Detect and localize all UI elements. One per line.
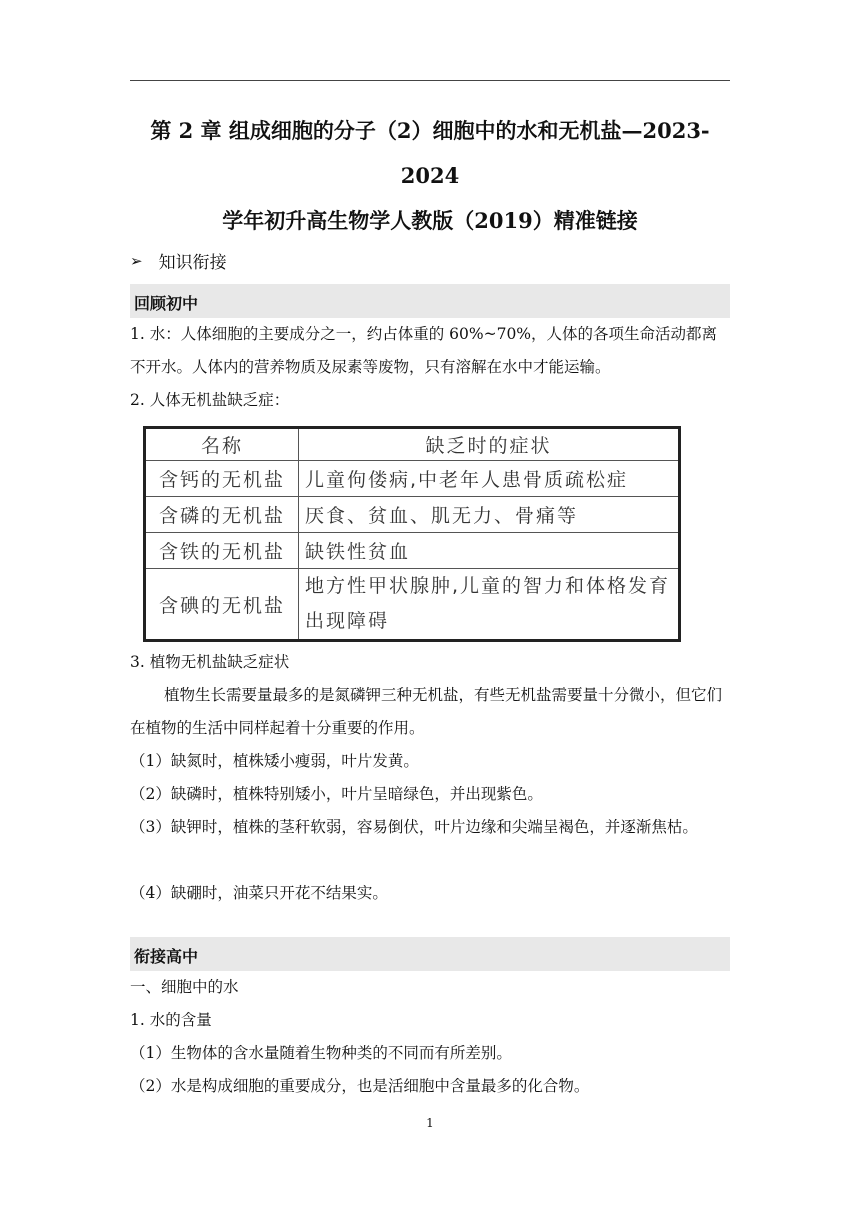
plant-item-4: （4）缺硼时，油菜只开花不结果实。 bbox=[130, 884, 388, 902]
table-cell: 厌食、贫血、肌无力、骨痛等 bbox=[299, 497, 680, 533]
title-line-1: 第 2 章 组成细胞的分子（2）细胞中的水和无机盐—2023-2024 bbox=[150, 118, 710, 188]
high-sub-2: 1. 水的含量 bbox=[130, 1011, 212, 1029]
title-line-2: 学年初升高生物学人教版（2019）精准链接 bbox=[222, 208, 638, 233]
review-heading-band bbox=[130, 284, 730, 318]
table-cell: 儿童佝偻病,中老年人患骨质疏松症 bbox=[299, 461, 680, 497]
section-knowledge-label: 知识衔接 bbox=[158, 253, 227, 273]
review-paragraph-1: 1. 水：人体细胞的主要成分之一，约占体重的 60%~70%，人体的各项生命活动都离不开水。人体内的营养物质及尿素等废物，只有溶解在水中才能运输。 bbox=[130, 325, 718, 376]
page-title bbox=[130, 108, 730, 243]
high-item-1: （1）生物体的含水量随着生物种类的不同而有所差别。 bbox=[130, 1044, 512, 1062]
table-row bbox=[145, 461, 680, 497]
high-heading-band bbox=[130, 937, 730, 971]
high-item-2: （2）水是构成细胞的重要成分，也是活细胞中含量最多的化合物。 bbox=[130, 1077, 590, 1095]
table-header-name: 名称 bbox=[145, 428, 299, 461]
table-row bbox=[145, 533, 680, 569]
plant-heading: 3. 植物无机盐缺乏症状 bbox=[130, 653, 290, 671]
arrow-bullet-icon: ➢ bbox=[130, 251, 143, 270]
table-cell: 含碘的无机盐 bbox=[145, 569, 299, 641]
mineral-deficiency-table bbox=[143, 426, 681, 642]
table-cell: 地方性甲状腺肿,儿童的智力和体格发育出现障碍 bbox=[299, 569, 680, 641]
table-row bbox=[145, 569, 680, 641]
table-header-row bbox=[145, 428, 680, 461]
table-header-symptom: 缺乏时的症状 bbox=[299, 428, 680, 461]
high-heading: 衔接高中 bbox=[134, 947, 199, 966]
plant-item-1: （1）缺氮时，植株矮小瘦弱，叶片发黄。 bbox=[130, 752, 419, 770]
table-cell: 含钙的无机盐 bbox=[145, 461, 299, 497]
table-cell: 缺铁性贫血 bbox=[299, 533, 680, 569]
high-sub-1: 一、细胞中的水 bbox=[130, 978, 239, 996]
plant-item-2: （2）缺磷时，植株特别矮小，叶片呈暗绿色，并出现紫色。 bbox=[130, 785, 543, 803]
review-paragraph-2: 2. 人体无机盐缺乏症： bbox=[130, 391, 290, 409]
header-rule bbox=[130, 80, 730, 81]
plant-item-3: （3）缺钾时，植株的茎秆软弱，容易倒伏，叶片边缘和尖端呈褐色，并逐渐焦枯。 bbox=[130, 818, 698, 836]
review-heading: 回顾初中 bbox=[134, 294, 199, 313]
page-number: 1 bbox=[426, 1116, 434, 1130]
table-cell: 含磷的无机盐 bbox=[145, 497, 299, 533]
table-cell: 含铁的无机盐 bbox=[145, 533, 299, 569]
section-knowledge bbox=[130, 248, 227, 273]
plant-intro: 植物生长需要量最多的是氮磷钾三种无机盐，有些无机盐需要量十分微小，但它们在植物的生活中同样起着十分重要的作用。 bbox=[130, 686, 723, 737]
table-row bbox=[145, 497, 680, 533]
